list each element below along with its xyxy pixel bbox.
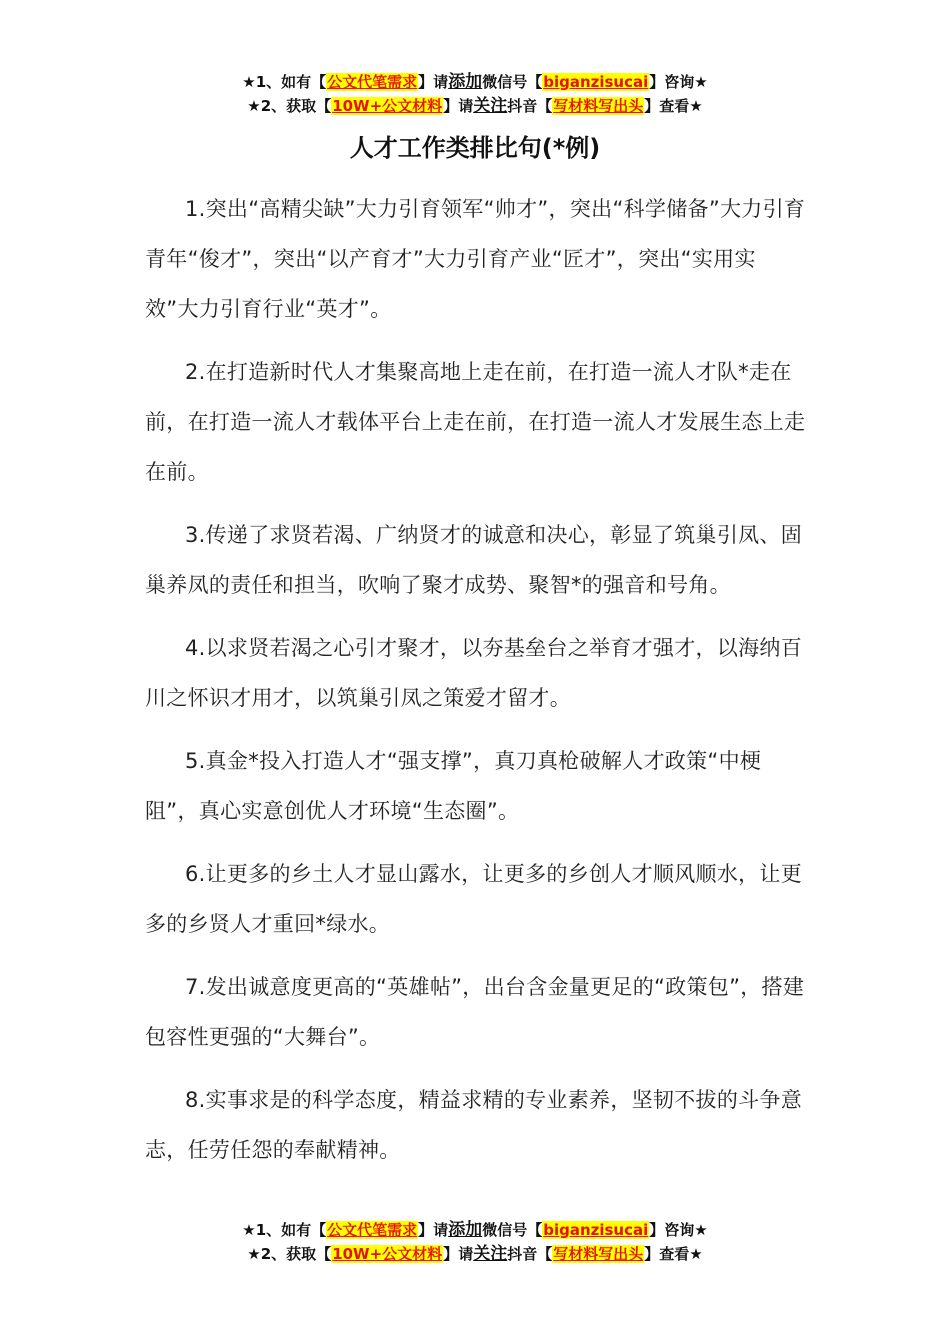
- banner-text: 】请: [443, 1245, 474, 1263]
- underlined-text: 添加: [448, 72, 483, 92]
- banner-text: ★2、获取【: [247, 97, 332, 115]
- banner-text: 】请: [418, 73, 449, 91]
- paragraph-4: 4.以求贤若渴之心引才聚才，以夯基垒台之举育才强才，以海纳百川之怀识才用才，以筑巢引凤之策爱才留才。: [145, 636, 803, 710]
- underlined-text: 添加: [448, 1220, 483, 1240]
- paragraph-7: 7.发出诚意度更高的“英雄帖”，出台含金量更足的“政策包”，搭建包容性更强的“大舞台”。: [145, 975, 805, 1049]
- paragraph-5: 5.真金*投入打造人才“强支撑”，真刀真枪破解人才政策“中梗阻”，真心实意创优人才环境“生态圈”。: [145, 749, 762, 823]
- paragraph-2: 2.在打造新时代人才集聚高地上走在前，在打造一流人才队*走在前，在打造一流人才载体平台上走在前，在打造一流人才发展生态上走在前。: [145, 360, 806, 484]
- header-banner: [0, 70, 950, 118]
- document-body: [145, 184, 807, 1188]
- highlight-wechat-id: biganzisucai: [543, 73, 649, 91]
- banner-text: 】查看★: [644, 1245, 703, 1263]
- underlined-text: 关注: [473, 96, 508, 116]
- banner-line-2: [0, 94, 950, 118]
- banner-text: ★2、获取【: [247, 1245, 332, 1263]
- highlight-douyin: 写材料写出头: [553, 97, 644, 115]
- banner-text: 微信号【: [482, 73, 543, 91]
- footer-banner: [0, 1218, 950, 1266]
- highlight-service: 公文代笔需求: [327, 1221, 418, 1239]
- highlight-materials: 10W+公文材料: [332, 1245, 443, 1263]
- document-title: 人才工作类排比句(*例): [349, 134, 601, 162]
- banner-text: 抖音【: [507, 1245, 553, 1263]
- banner-text: 】查看★: [644, 97, 703, 115]
- highlight-materials: 10W+公文材料: [332, 97, 443, 115]
- highlight-service: 公文代笔需求: [327, 73, 418, 91]
- banner-text: ★1、如有【: [242, 1221, 327, 1239]
- paragraph-1: 1.突出“高精尖缺”大力引育领军“帅才”，突出“科学储备”大力引育青年“俊才”，突出“以产育才”大力引育产业“匠才”，突出“实用实效”大力引育行业“英才”。: [145, 197, 806, 321]
- banner-text: 】请: [418, 1221, 449, 1239]
- banner-text: 】咨询★: [649, 73, 708, 91]
- banner-line-2: [0, 1242, 950, 1266]
- highlight-douyin: 写材料写出头: [553, 1245, 644, 1263]
- banner-text: 微信号【: [482, 1221, 543, 1239]
- banner-text: ★1、如有【: [242, 73, 327, 91]
- banner-text: 】请: [443, 97, 474, 115]
- paragraph-6: 6.让更多的乡土人才显山露水，让更多的乡创人才顺风顺水，让更多的乡贤人才重回*绿水。: [145, 862, 803, 936]
- highlight-wechat-id: biganzisucai: [543, 1221, 649, 1239]
- banner-line-1: [0, 70, 950, 94]
- banner-text: 抖音【: [507, 97, 553, 115]
- paragraph-8: 8.实事求是的科学态度，精益求精的专业素养，坚韧不拔的斗争意志，任劳任怨的奉献精神。: [145, 1088, 803, 1162]
- underlined-text: 关注: [473, 1244, 508, 1264]
- paragraph-3: 3.传递了求贤若渴、广纳贤才的诚意和决心，彰显了筑巢引凤、固巢养凤的责任和担当，吹响了聚才成势、聚智*的强音和号角。: [145, 523, 803, 597]
- banner-line-1: [0, 1218, 950, 1242]
- banner-text: 】咨询★: [649, 1221, 708, 1239]
